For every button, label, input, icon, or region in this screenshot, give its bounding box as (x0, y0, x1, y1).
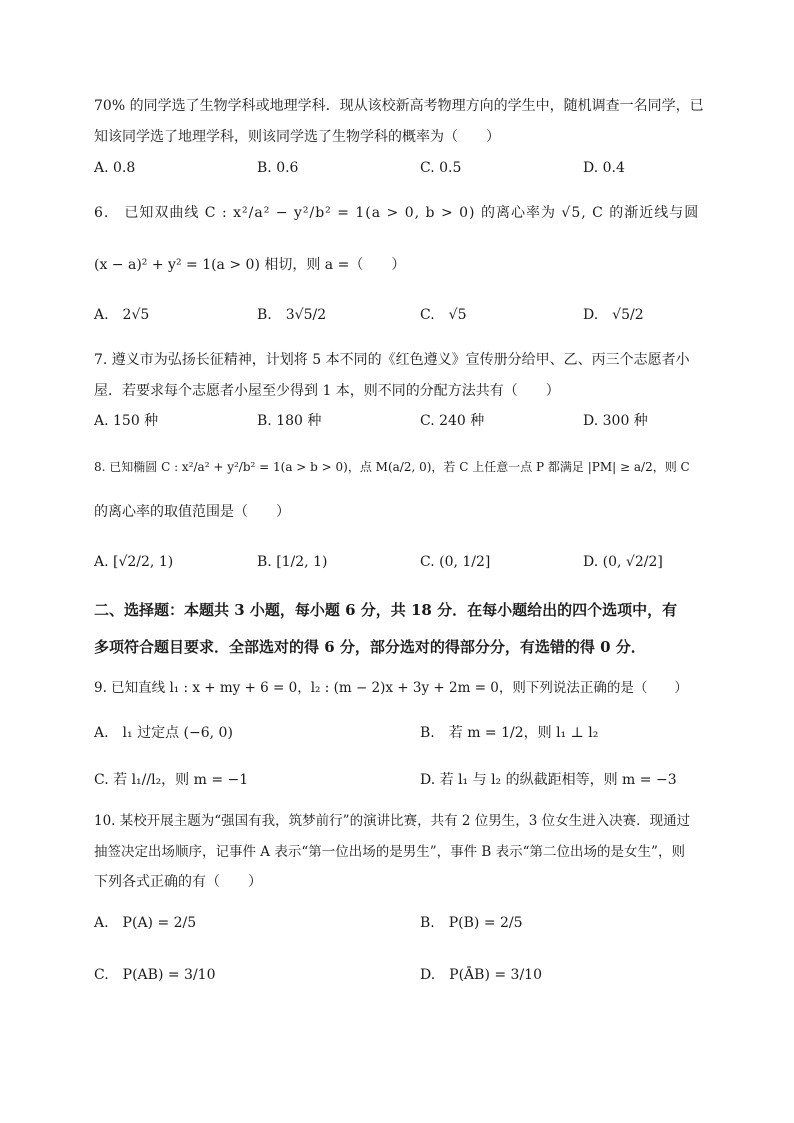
q8-option-b: B. [1/2, 1) (257, 554, 328, 570)
q5-option-b: B. 0.6 (257, 160, 299, 176)
q9-option-d: D. 若 l₁ 与 l₂ 的纵截距相等，则 m = −3 (420, 772, 677, 788)
q6-option-c: C. √5 (420, 307, 467, 323)
q8-line2: 的离心率的取值范围是（ ） (94, 504, 290, 520)
q8-option-d: D. (0, √2/2] (583, 554, 663, 570)
q9-option-c: C. 若 l₁//l₂，则 m = −1 (94, 772, 249, 788)
q5-option-c: C. 0.5 (420, 160, 462, 176)
q9-option-b: B. 若 m = 1/2，则 l₁ ⊥ l₂ (420, 725, 599, 741)
q7-line1: 7. 遵义市为弘扬长征精神，计划将 5 本不同的《红色遵义》宣传册分给甲、乙、丙三个志愿者小 (94, 352, 690, 368)
q7-option-c: C. 240 种 (420, 413, 485, 429)
q7-option-b: B. 180 种 (257, 413, 322, 429)
q9-option-a: A. l₁ 过定点 (−6, 0) (94, 725, 233, 741)
q6-option-b: B. 3√5/2 (257, 307, 327, 323)
q10-line2: 抽签决定出场顺序，记事件 A 表示“第一位出场的是男生”，事件 B 表示“第二位出场的是女生”，则 (94, 844, 685, 860)
q10-option-c: C. P(AB) = 3/10 (94, 967, 216, 983)
q7-option-a: A. 150 种 (94, 413, 159, 429)
section2-heading-line2: 多项符合题目要求．全部选对的得 6 分，部分选对的得部分分，有选错的得 0 分． (94, 638, 646, 656)
q10-option-a: A. P(A) = 2/5 (94, 915, 197, 931)
q6-option-d: D. √5/2 (583, 307, 644, 323)
section2-heading-line1: 二、选择题：本题共 3 小题，每小题 6 分，共 18 分．在每小题给出的四个选项中，有 (94, 601, 678, 619)
q8-option-c: C. (0, 1/2] (420, 554, 491, 570)
q8-option-a: A. [√2/2, 1) (94, 554, 174, 570)
q6-line2: (x − a)² + y² = 1(a > 0) 相切，则 a =（ ） (94, 257, 406, 273)
q7-line2: 屋．若要求每个志愿者小屋至少得到 1 本，则不同的分配方法共有（ ） (94, 383, 560, 399)
q5-option-d: D. 0.4 (583, 160, 625, 176)
q5-line1: 70% 的同学选了生物学科或地理学科．现从该校新高考物理方向的学生中，随机调查一名同学，已 (94, 98, 704, 114)
q10-line3: 下列各式正确的有（ ） (94, 874, 262, 890)
q5-option-a: A. 0.8 (94, 160, 136, 176)
q6-option-a: A. 2√5 (94, 307, 150, 323)
q6-line1: 6. 已知双曲线 C : x²/a² − y²/b² = 1(a > 0, b > 0) 的离心率为 √5, C 的渐近线与圆 (94, 205, 700, 221)
q8-line1: 8. 已知椭圆 C : x²/a² + y²/b² = 1(a > b > 0)，点 M(a/2, 0)，若 C 上任意一点 P 都满足 |PM| ≥ a/2，则 C (94, 460, 690, 474)
q10-line1: 10. 某校开展主题为“强国有我，筑梦前行”的演讲比赛，共有 2 位男生，3 位女生进入决赛．现通过 (94, 813, 691, 829)
q10-option-b: B. P(B) = 2/5 (420, 915, 523, 931)
q10-option-d: D. P(ĀB) = 3/10 (420, 967, 542, 983)
q9-line1: 9. 已知直线 l₁ : x + my + 6 = 0，l₂ : (m − 2)x + 3y + 2m = 0，则下列说法正确的是（ ） (94, 680, 688, 696)
q5-line2: 知该同学选了地理学科，则该同学选了生物学科的概率为（ ） (94, 129, 500, 145)
q7-option-d: D. 300 种 (583, 413, 648, 429)
